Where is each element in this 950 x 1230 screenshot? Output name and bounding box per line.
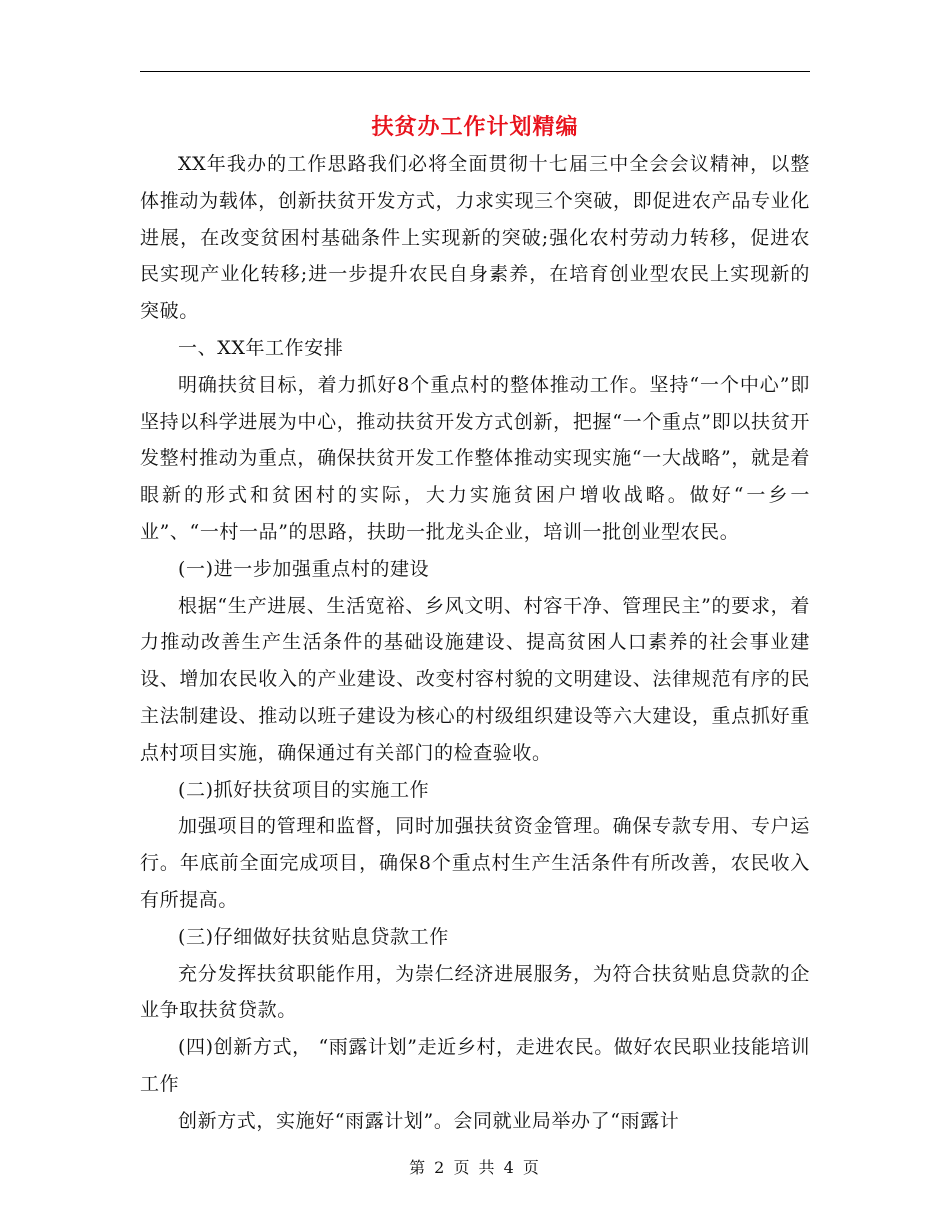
header-rule xyxy=(140,71,810,72)
subsection-heading: (三)仔细做好扶贫贴息贷款工作 xyxy=(178,925,449,948)
paragraph: 加强项目的管理和监督，同时加强扶贫资金管理。确保专款专用、专户运行。年底前全面完成项目，确保8个重点村生产生活条件有所改善，农民收入有所提高。 xyxy=(140,815,810,911)
section-heading: 一、XX年工作安排 xyxy=(178,336,344,359)
subsection-heading: (一)进一步加强重点村的建设 xyxy=(178,557,430,580)
paragraph-intro: XX年我办的工作思路我们必将全面贯彻十七届三中全会会议精神，以整体推动为载体，创新扶贫开发方式，力求实现三个突破，即促进农产品专业化进展，在改变贫困村基础条件上实现新的突破;强化农村劳动力转移，促进农民实现产业化转移;进一步提升农民自身素养，在培育创业型农民上实现新的突破。 xyxy=(140,153,810,323)
document-title: 扶贫办工作计划精编 xyxy=(371,114,579,140)
document-body xyxy=(140,146,810,1140)
paragraph: 明确扶贫目标，着力抓好8个重点村的整体推动工作。坚持“一个中心”即坚持以科学进展为中心，推动扶贫开发方式创新，把握“一个重点”即以扶贫开发整村推动为重点，确保扶贫开发工作整体推动实现实施“一大战略”，就是着眼新的形式和贫困村的实际，大力实施贫困户增收战略。做好“一乡一业”、“一村一品”的思路，扶助一批龙头企业，培训一批创业型农民。 xyxy=(140,373,810,543)
paragraph: 充分发挥扶贫职能作用，为崇仁经济进展服务，为符合扶贫贴息贷款的企业争取扶贫贷款。 xyxy=(140,962,810,1022)
subsection-heading: (四)创新方式， “雨露计划”走近乡村，走进农民。做好农民职业技能培训工作 xyxy=(140,1036,810,1095)
paragraph: 创新方式，实施好“雨露计划”。会同就业局举办了“雨露计 xyxy=(178,1109,680,1132)
paragraph: 根据“生产进展、生活宽裕、乡风文明、村容干净、管理民主”的要求，着力推动改善生产生活条件的基础设施建设、提高贫困人口素养的社会事业建设、增加农民收入的产业建设、改变村容村貌的文明建设、法律规范有序的民主法制建设、推动以班子建设为核心的村级组织建设等六大建设，重点抓好重点村项目实施，确保通过有关部门的检查验收。 xyxy=(140,594,810,764)
page-number: 第 2 页 共 4 页 xyxy=(409,1158,541,1177)
subsection-heading: (二)抓好扶贫项目的实施工作 xyxy=(178,778,430,801)
